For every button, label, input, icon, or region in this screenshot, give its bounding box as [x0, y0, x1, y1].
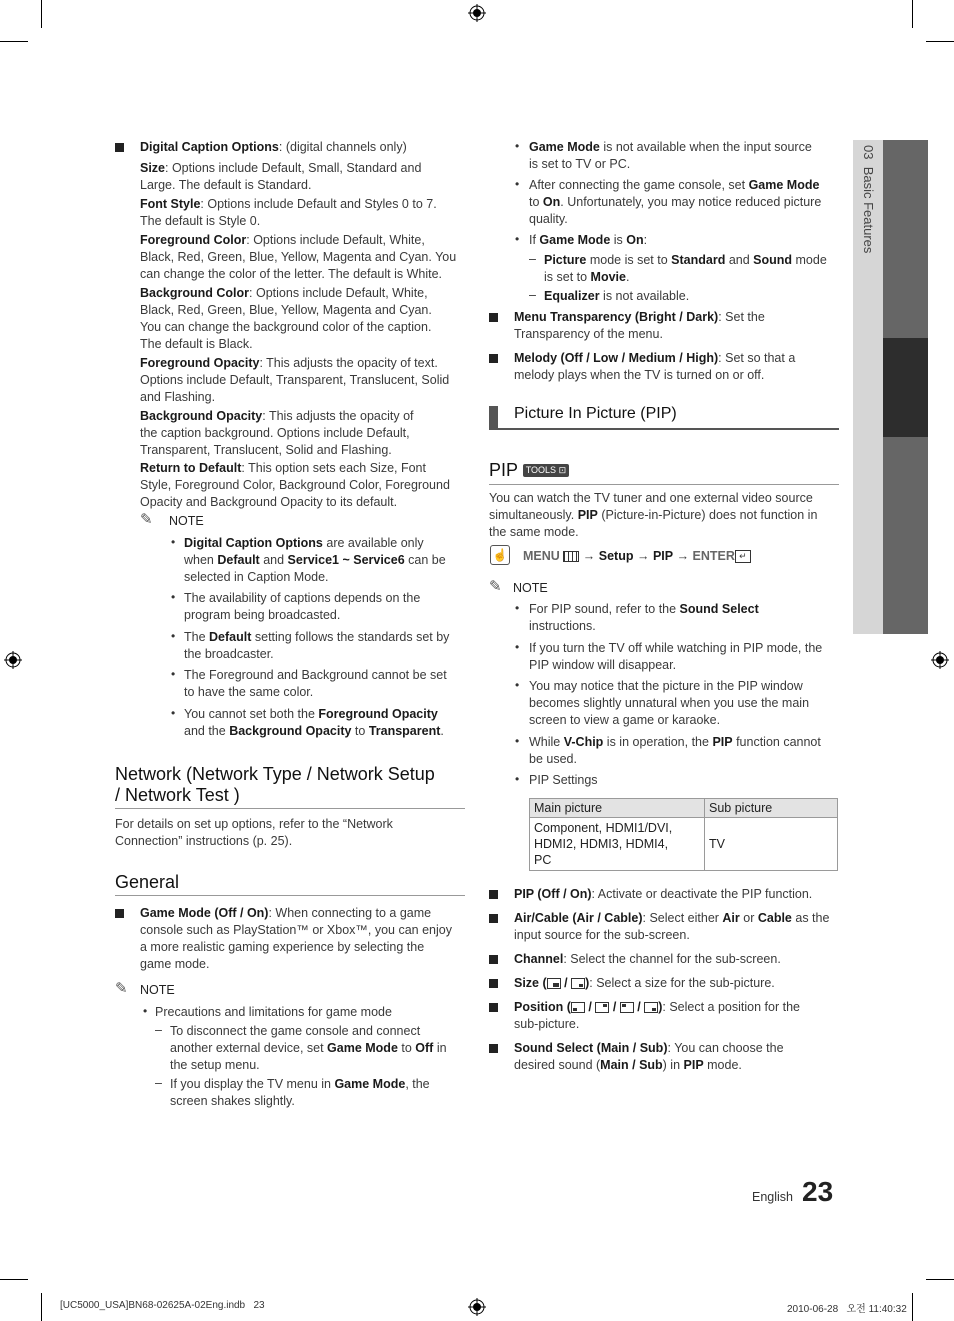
chapter-title: Basic Features	[861, 166, 876, 254]
network-body: For details on set up options, refer to the “Network Connection” instructions (p. 25).	[115, 817, 393, 848]
note-item: Digital Caption Options are available only when Default and Service1 ~ Service6 can be selected in Caption Mode.	[184, 536, 446, 584]
tools-badge: TOOLS ⊡	[523, 464, 569, 477]
registration-mark-icon	[4, 651, 22, 669]
bullet-square	[489, 914, 498, 923]
menu-icon	[563, 551, 579, 562]
note-item: The Default setting follows the standards set by the broadcaster.	[184, 630, 450, 661]
dco-background-opacity: Background Opacity: This adjusts the opacity of the caption background. Options include Default, Transparent, Translucent, Solid and Flashing.	[140, 409, 414, 457]
dco-font-style: Font Style: Options include Default and Styles 0 to 7. The default is Style 0.	[140, 197, 437, 228]
section-rule	[489, 484, 839, 485]
bullet-dot: •	[515, 177, 520, 191]
pip-settings-table	[529, 798, 838, 871]
note-item: The availability of captions depends on the program being broadcasted.	[184, 591, 421, 622]
size-small-icon	[571, 978, 585, 989]
side-tab-block-active	[883, 338, 928, 437]
dash-mark: –	[155, 1023, 162, 1037]
print-datetime: 2010-06-28 오전 11:40:32	[787, 1304, 907, 1315]
page-number: 23	[802, 1176, 834, 1207]
hand-icon: ☝	[490, 545, 510, 565]
dco-heading: Digital Caption Options: (digital channels only)	[140, 140, 407, 154]
bullet-square	[489, 1003, 498, 1012]
pip-option-item: Position ( / / / ): Select a position for the sub-picture.	[514, 1000, 800, 1031]
game-note-item: If Game Mode is On:	[529, 233, 648, 247]
dco-size: Size: Options include Default, Small, Standard and Large. The default is Standard.	[140, 161, 422, 192]
bullet-dot: •	[515, 772, 520, 786]
note-label: NOTE	[513, 581, 548, 595]
crop-mark	[41, 1293, 42, 1321]
registration-mark-icon	[468, 4, 486, 22]
game-note-item: Game Mode is not available when the input source is set to TV or PC.	[529, 140, 812, 171]
pip-option-item: Channel: Select the channel for the sub-screen.	[514, 952, 781, 966]
table-cell: Component, HDMI1/DVI, HDMI2, HDMI3, HDMI4, PC	[530, 818, 705, 871]
pip-note-item: If you turn the TV off while watching in PIP mode, the PIP window will disappear.	[529, 641, 823, 672]
dco-return-default: Return to Default: This option sets each Size, Font Style, Foreground Color, Background Color, Foreground Opacity and Background Opacity to its default.	[140, 461, 450, 509]
bullet-square	[489, 1044, 498, 1053]
note-label: NOTE	[169, 514, 204, 528]
sub-item: Picture mode is set to Standard and Sound mode is set to Movie.	[544, 253, 827, 284]
pip-option-item: Air/Cable (Air / Cable): Select either Air or Cable as the input source for the sub-screen.	[514, 911, 830, 942]
bullet-square	[489, 955, 498, 964]
dash-mark: –	[155, 1076, 162, 1090]
bullet-dot: •	[171, 590, 176, 604]
crop-mark	[912, 0, 913, 28]
crop-mark	[41, 0, 42, 28]
game-mode-item: Game Mode (Off / On): When connecting to a game console such as PlayStation™ or Xbox™, you can enjoy a more realistic gaming experience by selecting the game mode.	[140, 906, 452, 971]
bullet-square	[489, 313, 498, 322]
print-file-info: [UC5000_USA]BN68-02625A-02Eng.indb 23	[60, 1300, 265, 1311]
bullet-dot: •	[515, 640, 520, 654]
note-icon: ✎	[140, 511, 153, 528]
section-heading-general: General	[115, 872, 180, 892]
game-note-item: After connecting the game console, set Game Mode to On. Unfortunately, you may notice reduced picture quality.	[529, 178, 822, 226]
section-bar	[489, 406, 498, 428]
table-header-row	[530, 799, 838, 818]
table-header: Sub picture	[705, 799, 838, 818]
registration-mark-icon	[468, 1298, 486, 1316]
size-large-icon	[547, 978, 561, 989]
note-icon: ✎	[489, 578, 502, 595]
dco-background-color: Background Color: Options include Default, White, Black, Red, Green, Blue, Yellow, Magenta and Cyan. You can change the background color of the caption. The default is Black.	[140, 286, 432, 351]
crop-mark	[926, 1279, 954, 1280]
pip-option-item: PIP (Off / On): Activate or deactivate the PIP function.	[514, 887, 813, 901]
bullet-dot: •	[515, 734, 520, 748]
pip-intro: You can watch the TV tuner and one external video source simultaneously. PIP (Picture-in-Picture) does not function in the same mode.	[489, 491, 818, 539]
sub-item: If you display the TV menu in Game Mode, the screen shakes slightly.	[170, 1077, 430, 1108]
table-cell: TV	[705, 818, 838, 871]
crop-mark	[912, 1293, 913, 1321]
pip-title: PIP TOOLS ⊡	[489, 460, 569, 481]
section-rule	[489, 428, 839, 430]
dco-foreground-opacity: Foreground Opacity: This adjusts the opacity of text. Options include Default, Transparent, Translucent, Solid and Flashing.	[140, 356, 450, 404]
footer-language: English	[752, 1190, 793, 1204]
bullet-dot: •	[515, 232, 520, 246]
menu-transparency-item: Menu Transparency (Bright / Dark): Set the Transparency of the menu.	[514, 310, 765, 341]
bullet-dot: •	[143, 1004, 148, 1018]
position-bottom-right-icon	[644, 1002, 658, 1013]
sub-item: To disconnect the game console and connect another external device, set Game Mode to Off in the setup menu.	[170, 1024, 447, 1072]
pip-note-item: While V-Chip is in operation, the PIP function cannot be used.	[529, 735, 821, 766]
section-heading-pip: Picture In Picture (PIP)	[514, 405, 677, 422]
position-top-left-icon	[620, 1002, 634, 1013]
pip-note-item: You may notice that the picture in the PIP window becomes slightly unnatural when you use the main screen to view a game or karaoke.	[529, 679, 810, 727]
note-icon: ✎	[115, 980, 128, 997]
note-label: NOTE	[140, 983, 175, 997]
pip-option-item: Sound Select (Main / Sub): You can choose the desired sound (Main / Sub) in PIP mode.	[514, 1041, 784, 1072]
side-tab-block	[883, 437, 928, 634]
side-tab-label	[858, 145, 878, 285]
bullet-square	[115, 909, 124, 918]
bullet-dot: •	[515, 678, 520, 692]
crop-mark	[0, 41, 28, 42]
bullet-dot: •	[515, 139, 520, 153]
section-rule	[115, 895, 465, 896]
dash-mark: –	[529, 252, 536, 266]
note-item: Precautions and limitations for game mode	[155, 1005, 392, 1019]
enter-icon: ↵	[735, 550, 751, 563]
menu-path: MENU → Setup → PIP → ENTER ↵	[523, 548, 843, 565]
chapter-number: 03	[861, 145, 876, 160]
bullet-square	[489, 979, 498, 988]
sub-item: Equalizer is not available.	[544, 289, 690, 303]
section-heading-network: Network (Network Type / Network Setup / Network Test )	[115, 764, 435, 805]
pip-note-item: PIP Settings	[529, 773, 598, 787]
section-rule	[115, 808, 465, 809]
bullet-square	[489, 354, 498, 363]
crop-mark	[926, 41, 954, 42]
dash-mark: –	[529, 288, 536, 302]
pip-note-item: For PIP sound, refer to the Sound Select instructions.	[529, 602, 759, 633]
bullet-square	[489, 890, 498, 899]
bullet-dot: •	[171, 629, 176, 643]
dco-foreground-color: Foreground Color: Options include Default, White, Black, Red, Green, Blue, Yellow, Magenta and Cyan. You can change the color of the letter. The default is White.	[140, 233, 457, 281]
bullet-dot: •	[171, 706, 176, 720]
pip-option-item: Size ( / ): Select a size for the sub-picture.	[514, 976, 775, 990]
melody-item: Melody (Off / Low / Medium / High): Set so that a melody plays when the TV is turned on or off.	[514, 351, 796, 382]
bullet-dot: •	[515, 601, 520, 615]
note-item: You cannot set both the Foreground Opacity and the Background Opacity to Transparent.	[184, 707, 444, 738]
side-tab-block	[883, 140, 928, 338]
bullet-square	[115, 143, 124, 152]
table-header: Main picture	[530, 799, 705, 818]
crop-mark	[0, 1279, 28, 1280]
registration-mark-icon	[931, 651, 949, 669]
bullet-dot: •	[171, 667, 176, 681]
note-item: The Foreground and Background cannot be set to have the same color.	[184, 668, 447, 699]
position-top-right-icon	[595, 1002, 609, 1013]
table-row	[530, 818, 838, 871]
position-bottom-left-icon	[571, 1002, 585, 1013]
bullet-dot: •	[171, 535, 176, 549]
